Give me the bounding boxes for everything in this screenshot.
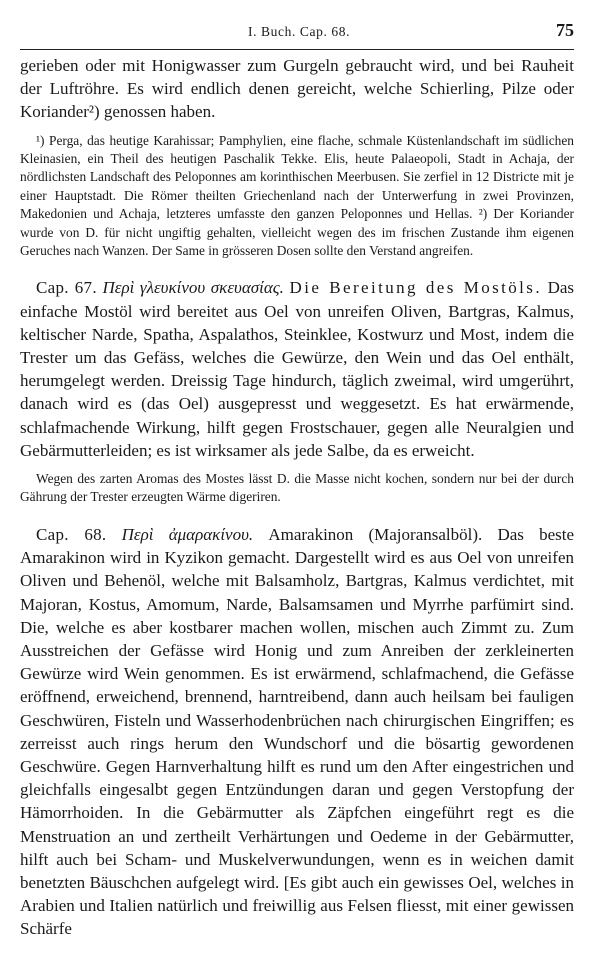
chapter-67-label: Cap. 67. [36, 278, 97, 298]
page-header [20, 0, 574, 54]
chapter-67-german-title: Die Bereitung des Mostöls. [289, 278, 542, 298]
footnotes: ¹) Perga, das heutige Karahissar; Pamphylien, eine flache, schmale Küstenlandschaft im südlichen Kleinasien, ein Theil des heutigen Paschalik Tekke. Elis, heute Palaeopoli, Stadt in Achaja, der nördlichsten Landschaft des Peloponnes am korinthischen Meerbusen. Sie zerfiel in 12 Districte mit je einer Hauptstadt. Die Römer theilten Griechenland nach der Unterwerfung in zwei Provinzen, Makedonien und Achaja, letzteres umfasste den ganzen Peloponnes und Hellas. ²) Der Koriander wurde von D. für nicht ungiftig gehalten, vielleicht wegen des im frischen Zustande ihm eigenen Geruches nach Wanzen. Der Same in grösseren Dosen sollte den Verstand angreifen. [20, 132, 574, 259]
chapter-68-german-title: Amarakinon (Majoransalböl). [268, 524, 483, 544]
chapter-67 [20, 276, 574, 462]
header-rule [20, 49, 574, 50]
continuation-paragraph: gerieben oder mit Honigwasser zum Gurgeln gebraucht wird, und bei Rauheit der Luftröhre. Es wird endlich denen gereicht, welche Schierling, Pilze oder Koriander²) genossen haben. [20, 56, 574, 122]
chapter-68-text: Das beste Amarakinon wird in Kyzikon gemacht. Dargestellt wird es aus Oel von unreifen Oliven und Behenöl, welche mit Balsamholz, Bartgras, Kalmus verdichtet, mit Majoran, Kostus, Amomum, Narde, Balsamsamen und Myrrhe parfümirt sind. Die, welche es aber kostbarer machen wollen, mischen auch Zimmt zu. Zum Ausstreichen der Gefässe wird Honig und zum Anreiben der zerkleinerten Gewürze wird Wein genommen. Es ist erwärmend, schlafmachend, die Gefässe eröffnend, erweichend, brennend, harntreibend, dann auch heilsam bei fauligen Geschwüren, Fisteln und Wasserhodenbrüchen nach chirurgischen Eingriffen; es zerreisst auch rings herum den Wundschorf und die bösartig gewordenen Geschwüre. Gegen Harnverhaltung hilft es rund um den After eingestrichen und gleichfalls eingesalbt gegen Entzündungen daran und gegen Verstopfung der Hämorrhoiden. In die Gebärmutter als Zäpfchen eingeführt regt es die Menstruation an und zertheilt Verhärtungen und Oedeme in der Gebärmutter, hilft auch bei Scham- und Muskelverwundungen, wenn es in weichen damit benetzten Bäuschchen aufgelegt wird. [Es gibt auch ein gewisses Oel, welches in Arabien und Italien natürlich und freiwillig aus Felsen fliesst, mit einer gewissen Schärfe [20, 524, 575, 939]
chapter-67-greek-title: Περὶ γλευκίνου σκευασίας. [102, 278, 284, 298]
chapter-68-label: Cap. 68. [36, 524, 107, 544]
page-number: 75 [556, 20, 574, 40]
chapter-67-text: Das einfache Mostöl wird bereitet aus Oel von unreifen Oliven, Bartgras, Kalmus, keltischer Narde, Spatha, Aspalathos, Steinklee, Kostwurz und Most, indem die Trester um das Gefäss, welches die Gewürze, den Wein und das Oel enthält, herumgelegt werden. Dreissig Tage hindurch, täglich zweimal, wird umgerührt, danach wird es (das Oel) ausgepresst und weggesetzt. Es hat erwärmende, schlafmachende Wirkung, hilft gegen Frostschauer, gegen alle Neuralgien und Gebärmutterleiden; es ist wirksamer als jede Salbe, da es erweicht. [20, 278, 575, 460]
running-head: I. Buch. Cap. 68. [248, 24, 351, 39]
chapter-67-note: Wegen des zarten Aromas des Mostes lässt D. die Masse nicht kochen, sondern nur bei der durch Gährung der Trester erzeugten Wärme digeriren. [20, 471, 574, 505]
chapter-68-greek-title: Περὶ ἀμαρακίνου. [121, 524, 254, 544]
chapter-68 [20, 523, 574, 941]
